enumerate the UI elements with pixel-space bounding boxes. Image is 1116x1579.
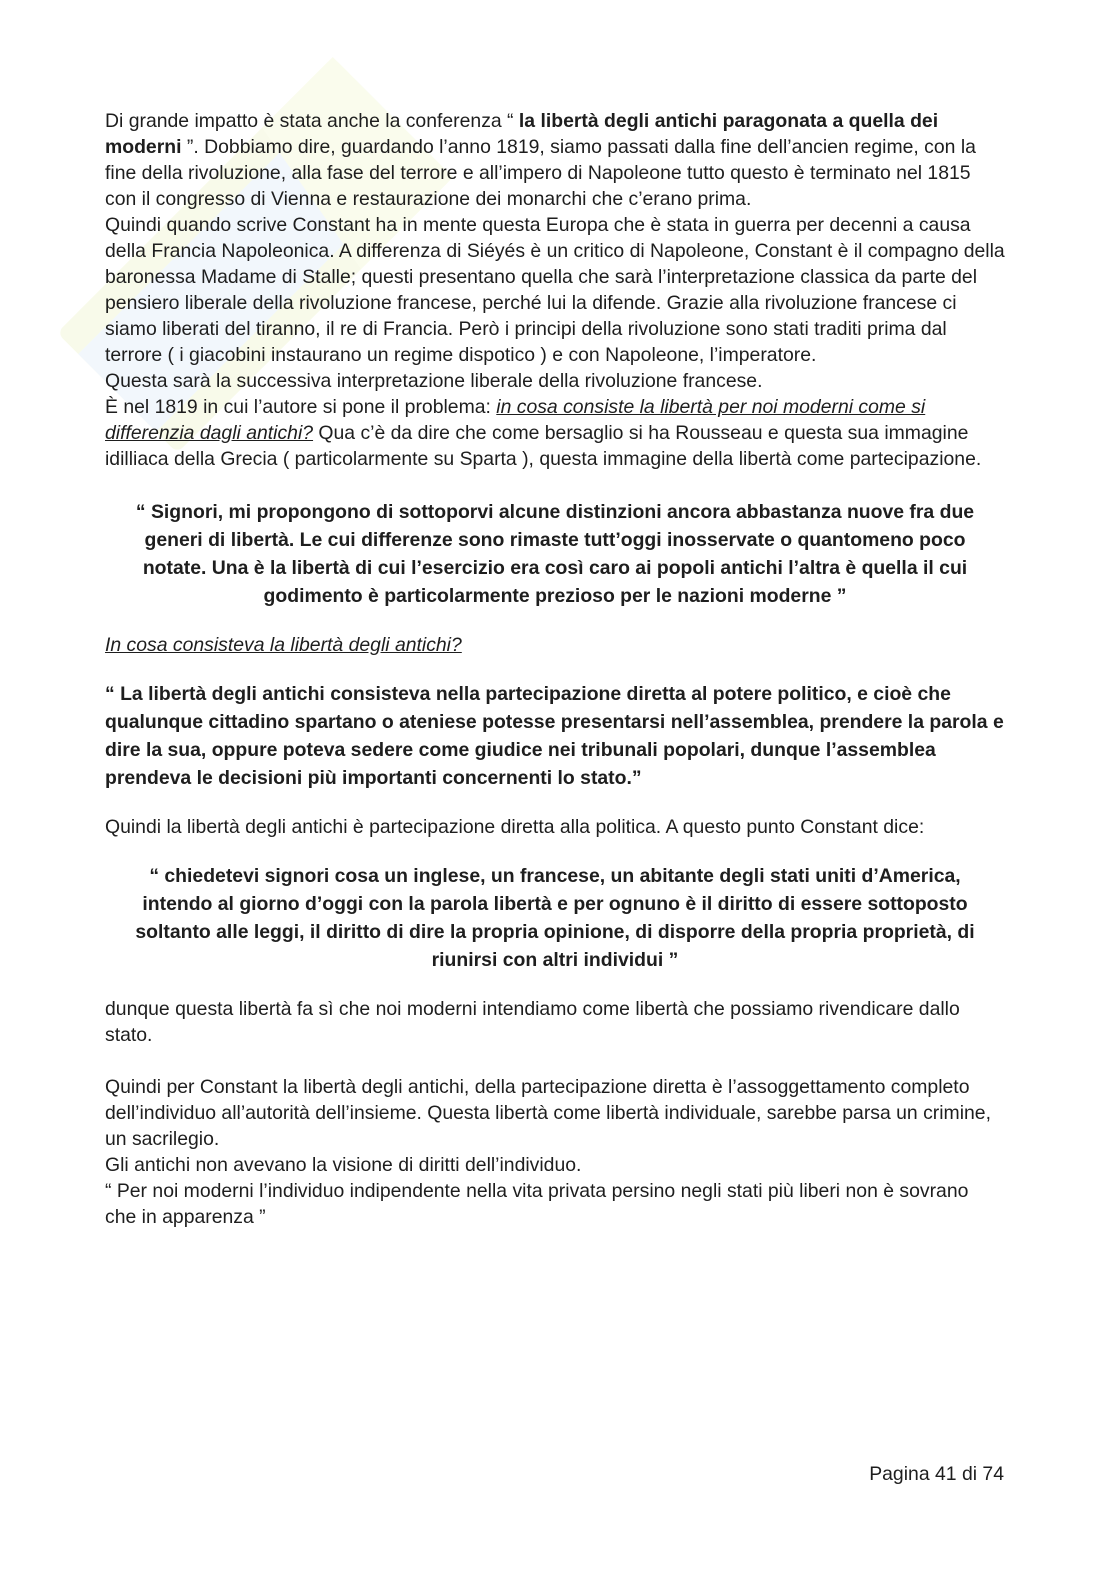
page-number: Pagina 41 di 74 — [869, 1463, 1004, 1485]
paragraph-problem: È nel 1819 in cui l’autore si pone il problema: in cosa consiste la libertà per noi moderni come si differenzia dagli antichi? Qua c’è da dire che come bersaglio si ha Rousseau e questa sua immagine idilliaca della Grecia ( particolarmente su Sparta ), questa immagine della libertà come partecipazione. — [105, 396, 982, 470]
paragraph-europe: Quindi quando scrive Constant ha in mente questa Europa che è stata in guerra per decenni a causa della Francia Napoleonica. A differenza di Siéyés è un critico di Napoleone, Constant è il compagno della baronessa Madame di Stalle; questi presentano quella che sarà l’interpretazione classica da parte del pensiero liberale della rivoluzione francese, perché lui la difende. Grazie alla rivoluzione francese ci siamo liberati del tiranno, il re di Francia. Però i principi della rivoluzione sono stati traditi prima dal terrore ( i giacobini instaurano un regime dispotico ) e con Napoleone, l’imperatore. — [105, 214, 1005, 366]
quote-modern-liberty: “ chiedetevi signori cosa un inglese, un francese, un abitante degli stati uniti d’America, intendo al giorno d’oggi con la parola libertà e per ognuno è il diritto di essere sottoposto soltanto alle leggi, il diritto di dire la propria opinione, di disporre della propria proprietà, di riunirsi con altri individui ” — [135, 865, 975, 971]
paragraph-constant-says: Quindi la libertà degli antichi è partecipazione diretta alla politica. A questo punto Constant dice: — [105, 816, 925, 838]
quote-two-liberties: “ Signori, mi propongono di sottoporvi alcune distinzioni ancora abbastanza nuove fra due generi di libertà. Le cui differenze sono rimaste tutt’oggi inosservate o quantomeno poco notate. Una è la libertà di cui l’esercizio era così caro ai popoli antichi l’altra è quella il cui godimento è particolarmente prezioso per le nazioni moderne ” — [135, 501, 975, 607]
section-heading: In cosa consisteva la libertà degli antichi? — [105, 634, 462, 656]
paragraph-rights: Gli antichi non avevano la visione di diritti dell’individuo. — [105, 1154, 582, 1176]
quote-sovereign: “ Per noi moderni l’individuo indipendente nella vita privata persino negli stati più liberi non è sovrano che in apparenza ” — [105, 1180, 969, 1228]
paragraph-subjection: Quindi per Constant la libertà degli antichi, della partecipazione diretta è l’assoggettamento completo dell’individuo all’autorità dell’insieme. Questa libertà come libertà individuale, sarebbe parsa un crimine, un sacrilegio. — [105, 1076, 991, 1150]
conference-title: la libertà degli antichi paragonata a quella dei moderni — [105, 110, 939, 158]
problem-question: in cosa consiste la libertà per noi moderni come si differenzia dagli antichi? — [105, 396, 926, 444]
paragraph-interpretation: Questa sarà la successiva interpretazione liberale della rivoluzione francese. — [105, 370, 763, 392]
page-body — [105, 108, 1005, 1230]
quote-ancient-liberty: “ La libertà degli antichi consisteva nella partecipazione diretta al potere politico, e cioè che qualunque cittadino spartano o ateniese potesse presentarsi nell’assemblea, prendere la parola e dire la sua, oppure poteva sedere come giudice nei tribunali popolari, dunque l’assemblea prendeva le decisioni più importanti concernenti lo stato.” — [105, 683, 1004, 789]
paragraph-intro: Di grande impatto è stata anche la conferenza “ la libertà degli antichi paragonata a quella dei moderni ”. Dobbiamo dire, guardando l’anno 1819, siamo passati dalla fine dell’ancien regime, con la fine della rivoluzione, alla fase del terrore e all’impero di Napoleone tutto questo è terminato nel 1815 con il congresso di Vienna e restaurazione dei monarchi che c’erano prima. — [105, 110, 976, 210]
paragraph-modern-state: dunque questa libertà fa sì che noi moderni intendiamo come libertà che possiamo rivendicare dallo stato. — [105, 998, 960, 1046]
